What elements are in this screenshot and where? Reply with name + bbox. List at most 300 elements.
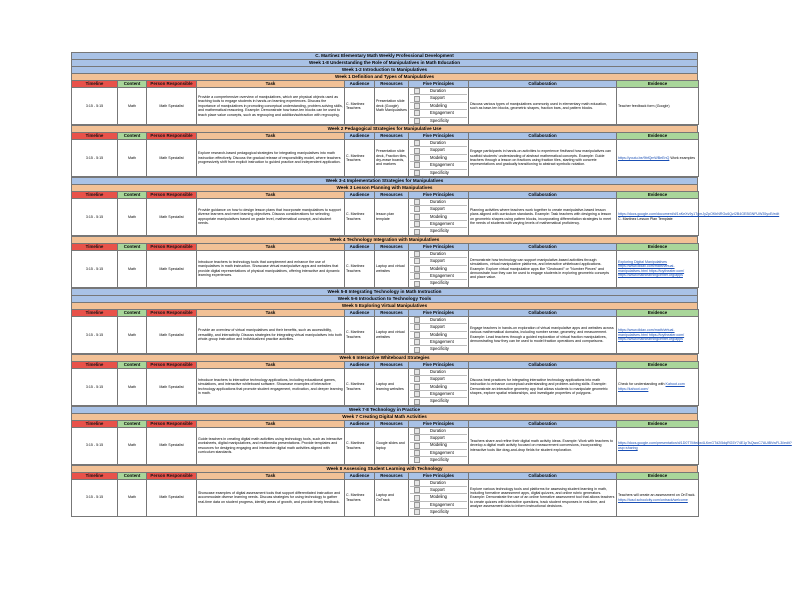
task-cell: Showcase examples of digital assessment tools that support differentiated instruction and accommodate diverse learning needs. Discuss strategies for using technology to gather real-time data on student progress, identify areas of growth, and provide timely feedback.: [197, 479, 345, 516]
principle-label: Engagement: [430, 221, 454, 227]
header-task: Task: [197, 81, 345, 88]
header-audience: Audience: [345, 81, 375, 88]
header-person: Person Responsible: [147, 309, 197, 316]
five-principles-cell: [409, 250, 469, 287]
header-five-principles: Five Principles: [409, 243, 469, 250]
evidence-text: Work examples: [669, 155, 696, 160]
principle-label: Specificity: [430, 117, 449, 123]
week-headings: [71, 465, 698, 472]
header-timeline: Timeline: [72, 309, 118, 316]
week-heading: Week 7-8 Technology in Practice: [71, 406, 698, 413]
week-row: [72, 316, 699, 353]
week-headings: [71, 354, 698, 361]
collaboration-cell: Engage participants in hands-on activities to experience firsthand how manipulatives can scaffold students' understanding of abstract mathematical concepts. Example: Guide teachers through a lesson on fractions using fraction tiles, starting with concrete representations and gradually transitioning to abstract symbolic notation.: [469, 139, 617, 176]
principle-checkbox[interactable]: [414, 435, 420, 441]
header-evidence: Evidence: [617, 309, 699, 316]
principle-checkbox[interactable]: [414, 258, 420, 264]
principle-checkbox[interactable]: [414, 221, 420, 227]
header-five-principles: Five Principles: [409, 420, 469, 427]
week-table: [71, 361, 699, 406]
week-row: [72, 479, 699, 516]
header-evidence: Evidence: [617, 81, 699, 88]
principle-label: Engagement: [430, 162, 454, 168]
audience-cell: C. Martinez Teachers: [345, 368, 375, 405]
principle-row: [410, 88, 467, 95]
five-principles-cell: [409, 479, 469, 516]
five-principles-cell: [409, 198, 469, 235]
header-resources: Resources: [375, 191, 409, 198]
header-task: Task: [197, 361, 345, 368]
principle-label: Duration: [430, 316, 446, 322]
principle-row: [410, 155, 467, 162]
week-heading: Week 7 Creating Digital Math Activities: [71, 413, 698, 420]
evidence-link[interactable]: https://www.didax.com/math/virtual-manipulatives.html https://toytheater.com/ https://www.mathlearningcenter.org/apps: [618, 328, 685, 341]
header-five-principles: Five Principles: [409, 472, 469, 479]
header-collaboration: Collaboration: [469, 191, 617, 198]
principle-row: [410, 147, 467, 154]
header-collaboration: Collaboration: [469, 472, 617, 479]
audience-cell: C. Martinez Teachers: [345, 316, 375, 353]
five-principles-cell: [409, 427, 469, 464]
resources-cell: Laptop and virtual websites: [375, 316, 409, 353]
principle-checkbox[interactable]: [414, 443, 420, 449]
header-collaboration: Collaboration: [469, 309, 617, 316]
principle-row: [410, 339, 467, 346]
resources-cell: Presentation slide deck, Fraction tiles, dry-erase boards, and markers: [375, 139, 409, 176]
principle-checkbox[interactable]: [414, 206, 420, 212]
content-cell: Math: [118, 479, 147, 516]
evidence-cell: [617, 368, 699, 405]
task-cell: Guide teachers in creating digital math activities using technology tools, such as interactive worksheets, digital manipulatives, and multimedia presentations. Provide templates and resources for designing engaging and interactive digital math activities aligned with curriculum standards.: [197, 427, 345, 464]
principle-checkbox[interactable]: [414, 487, 420, 493]
principle-checkbox[interactable]: [414, 495, 420, 501]
person-cell: Math Specialist: [147, 139, 197, 176]
collaboration-cell: Explore various technology tools and platforms for assessing student learning in math, including formative assessment apps, digital quizzes, and online rubric generators. Example: Demonstrate the use of an online formative assessment tool that allows teachers to create quizzes with interactive questions, track student responses in real-time, and analyze assessment data to inform instructional decisions.: [469, 479, 617, 516]
week-heading: Week 1 Definition and Types of Manipulatives: [71, 73, 698, 80]
principle-checkbox[interactable]: [414, 214, 420, 220]
principle-label: Specificity: [430, 346, 449, 352]
principle-label: Engagement: [430, 338, 454, 344]
principle-checkbox[interactable]: [414, 273, 420, 279]
task-cell: Explore research-based pedagogical strategies for integrating manipulatives into math instruction effectively. Discuss the gradual release of responsibility model, where teachers progressively shift from explicit instruction to guided practice and independent application.: [197, 139, 345, 176]
evidence-cell: [617, 479, 699, 516]
content-cell: Math: [118, 198, 147, 235]
week-row: [72, 198, 699, 235]
content-cell: Math: [118, 88, 147, 125]
principle-label: Duration: [430, 87, 446, 93]
principle-label: Modeling: [430, 442, 447, 448]
principle-row: [410, 170, 467, 176]
principle-label: Engagement: [430, 501, 454, 507]
principle-checkbox[interactable]: [414, 103, 420, 109]
person-cell: Math Specialist: [147, 198, 197, 235]
principle-row: [410, 103, 467, 110]
week-table: [71, 309, 699, 354]
principle-label: Support: [430, 147, 445, 153]
header-task: Task: [197, 472, 345, 479]
header-task: Task: [197, 243, 345, 250]
header-resources: Resources: [375, 420, 409, 427]
principle-checkbox[interactable]: [414, 96, 420, 102]
evidence-cell: [617, 427, 792, 464]
principle-checkbox[interactable]: [414, 339, 420, 345]
principle-checkbox[interactable]: [414, 384, 420, 390]
principle-checkbox[interactable]: [414, 162, 420, 168]
week-heading: Week 5-8 Integrating Technology in Math Instruction: [71, 288, 698, 295]
principle-checkbox[interactable]: [414, 369, 420, 375]
week-row: [72, 250, 699, 287]
principle-label: Modeling: [430, 102, 447, 108]
week-headings: [71, 406, 698, 420]
audience-cell: C. Martinez Teachers: [345, 88, 375, 125]
week-heading: Week 5 Exploring Virtual Manipulatives: [71, 302, 698, 309]
header-five-principles: Five Principles: [409, 361, 469, 368]
header-content: Content: [118, 243, 147, 250]
timeline-cell: 3:15 - 5:15: [72, 198, 118, 235]
principle-row: [410, 428, 467, 435]
sheet-title: C. Martinez Elementary Math Weekly Professional Development: [71, 52, 698, 59]
principle-checkbox[interactable]: [414, 88, 420, 94]
principle-checkbox[interactable]: [414, 347, 420, 353]
person-cell: Math Specialist: [147, 368, 197, 405]
week-table: [71, 80, 699, 125]
content-cell: Math: [118, 368, 147, 405]
week-heading: Week 1-2 Introduction to Manipulatives: [71, 66, 698, 73]
principle-checkbox[interactable]: [414, 266, 420, 272]
principle-checkbox[interactable]: [414, 155, 420, 161]
header-task: Task: [197, 132, 345, 139]
principle-row: [410, 487, 467, 494]
person-cell: Math Specialist: [147, 88, 197, 125]
principle-label: Duration: [430, 368, 446, 374]
evidence-link[interactable]: https://youtu.be/9bfQmWBeEnQ: [618, 155, 670, 160]
principle-row: [410, 228, 467, 234]
audience-cell: C. Martinez Teachers: [345, 139, 375, 176]
header-content: Content: [118, 309, 147, 316]
principle-label: Support: [430, 324, 445, 330]
collaboration-cell: Discuss various types of manipulatives commonly used in elementary math education, such as base-ten blocks, geometric shapes, fraction bars, and pattern blocks.: [469, 88, 617, 125]
evidence-link[interactable]: Kahoot.com https://kahoot.com/: [618, 382, 685, 391]
header-task: Task: [197, 309, 345, 316]
principle-checkbox[interactable]: [414, 170, 420, 176]
principle-label: Engagement: [430, 390, 454, 396]
column-headers: [72, 309, 699, 316]
principle-label: Duration: [430, 427, 446, 433]
principle-row: [410, 324, 467, 331]
column-headers: [72, 420, 699, 427]
header-timeline: Timeline: [72, 81, 118, 88]
principle-row: [410, 398, 467, 404]
audience-cell: C. Martinez Teachers: [345, 479, 375, 516]
principle-checkbox[interactable]: [414, 457, 420, 463]
collaboration-cell: Planning activities where teachers work together to create manipulative-based lesson plans aligned with curriculum standards. Example: Task teachers with designing a lesson on geometric shapes using pattern blocks, incorporating differentiation strategies to meet the needs of students with varying levels of mathematical proficiency.: [469, 198, 617, 235]
principle-label: Modeling: [430, 265, 447, 271]
collaboration-cell: Discuss best practices for integrating interactive technology applications into math instruction to enhance conceptual understanding and problem-solving skills. Example: Demonstrate an interactive geometry app that allows students to manipulate geometric shapes, explore spatial relationships, and investigate properties of polygons.: [469, 368, 617, 405]
header-content: Content: [118, 191, 147, 198]
principle-checkbox[interactable]: [414, 399, 420, 405]
header-evidence: Evidence: [617, 420, 699, 427]
five-principles-cell: [409, 88, 469, 125]
principle-row: [410, 435, 467, 442]
week-headings: [71, 177, 698, 191]
principle-checkbox[interactable]: [414, 229, 420, 235]
header-person: Person Responsible: [147, 81, 197, 88]
header-person: Person Responsible: [147, 132, 197, 139]
person-cell: Math Specialist: [147, 250, 197, 287]
header-timeline: Timeline: [72, 191, 118, 198]
principle-row: [410, 317, 467, 324]
principle-label: Modeling: [430, 213, 447, 219]
principle-row: [410, 509, 467, 515]
resources-cell: Laptop and learning websites: [375, 368, 409, 405]
principle-row: [410, 346, 467, 352]
principle-row: [410, 95, 467, 102]
header-resources: Resources: [375, 81, 409, 88]
principle-label: Specificity: [430, 228, 449, 234]
header-resources: Resources: [375, 309, 409, 316]
principle-row: [410, 502, 467, 509]
person-cell: Math Specialist: [147, 479, 197, 516]
header-audience: Audience: [345, 132, 375, 139]
header-audience: Audience: [345, 361, 375, 368]
principle-checkbox[interactable]: [414, 480, 420, 486]
evidence-cell: [617, 250, 699, 287]
header-timeline: Timeline: [72, 420, 118, 427]
content-cell: Math: [118, 316, 147, 353]
header-five-principles: Five Principles: [409, 191, 469, 198]
principle-row: [410, 450, 467, 457]
principle-label: Support: [430, 435, 445, 441]
principle-row: [410, 221, 467, 228]
week-table: [71, 191, 780, 236]
header-content: Content: [118, 420, 147, 427]
principle-label: Support: [430, 376, 445, 382]
header-evidence: Evidence: [617, 191, 699, 198]
principle-row: [410, 251, 467, 258]
person-cell: Math Specialist: [147, 316, 197, 353]
principle-checkbox[interactable]: [414, 376, 420, 382]
header-resources: Resources: [375, 361, 409, 368]
audience-cell: C. Martinez Teachers: [345, 250, 375, 287]
week-heading: Week 5-6 Introduction to Technology Tools: [71, 295, 698, 302]
principle-row: [410, 273, 467, 280]
principle-row: [410, 376, 467, 383]
header-five-principles: Five Principles: [409, 132, 469, 139]
week-table: [71, 420, 792, 465]
principle-checkbox[interactable]: [414, 332, 420, 338]
evidence-link[interactable]: https://tusd.schoolcity.com/ontrack/welcome: [618, 497, 688, 502]
header-timeline: Timeline: [72, 132, 118, 139]
week-heading: Week 3 Lesson Planning with Manipulatives: [71, 184, 698, 191]
task-cell: Provide an overview of virtual manipulatives and their benefits, such as accessibility, versatility, and interactivity. Discuss strategies for integrating virtual manipulatives into both whole-group instruction and individualized practice activities.: [197, 316, 345, 353]
column-headers: [72, 191, 699, 198]
principle-checkbox[interactable]: [414, 317, 420, 323]
week-headings: [71, 66, 698, 80]
principle-row: [410, 118, 467, 124]
header-audience: Audience: [345, 472, 375, 479]
timeline-cell: 3:15 - 5:15: [72, 139, 118, 176]
principle-row: [410, 206, 467, 213]
header-timeline: Timeline: [72, 472, 118, 479]
evidence-link[interactable]: https://docs.google.com/presentation/d/1D0T7iMe8w4LKmGTd2i5dqRG5Y74E1pTsQwoC7AUiBVwFL3i/edit?usp=sharing: [618, 441, 792, 450]
principle-label: Duration: [430, 139, 446, 145]
principle-label: Modeling: [430, 494, 447, 500]
resources-cell: Google slides and laptop: [375, 427, 409, 464]
principle-row: [410, 162, 467, 169]
evidence-text: Check for understanding with: [618, 382, 666, 387]
week-row: [72, 427, 699, 464]
principle-row: [410, 480, 467, 487]
timeline-cell: 3:15 - 5:15: [72, 88, 118, 125]
principle-label: Specificity: [430, 457, 449, 463]
header-resources: Resources: [375, 132, 409, 139]
header-collaboration: Collaboration: [469, 81, 617, 88]
principle-label: Engagement: [430, 110, 454, 116]
principle-label: Support: [430, 258, 445, 264]
sheet-subtitle: Week 1-8 Understanding the Role of Manipulatives in Math Education: [71, 59, 698, 66]
principle-row: [410, 384, 467, 391]
content-cell: Math: [118, 139, 147, 176]
header-person: Person Responsible: [147, 472, 197, 479]
principle-row: [410, 199, 467, 206]
resources-cell: Laptop and OnTrack: [375, 479, 409, 516]
timeline-cell: 3:15 - 5:15: [72, 250, 118, 287]
principle-row: [410, 110, 467, 117]
principle-checkbox[interactable]: [414, 509, 420, 515]
evidence-link[interactable]: https://docs.google.com/document/d/1nKeXv9y1TgmJyZpOKbNRGu6QzI2B4GEBGNFUW35ycE/edit: [618, 212, 780, 217]
column-headers: [72, 132, 699, 139]
principle-label: Duration: [430, 479, 446, 485]
header-content: Content: [118, 472, 147, 479]
header-audience: Audience: [345, 420, 375, 427]
principle-row: [410, 332, 467, 339]
week-row: [72, 139, 699, 176]
header-person: Person Responsible: [147, 361, 197, 368]
header-collaboration: Collaboration: [469, 420, 617, 427]
timeline-cell: 3:15 - 5:15: [72, 427, 118, 464]
principle-checkbox[interactable]: [414, 140, 420, 146]
week-heading: Week 4 Technology Integration with Manipulatives: [71, 236, 698, 243]
principle-label: Specificity: [430, 398, 449, 404]
five-principles-cell: [409, 139, 469, 176]
header-person: Person Responsible: [147, 191, 197, 198]
week-headings: [71, 288, 698, 309]
header-evidence: Evidence: [617, 243, 699, 250]
resources-cell: lesson plan template: [375, 198, 409, 235]
principle-label: Specificity: [430, 509, 449, 515]
principle-row: [410, 280, 467, 286]
principle-checkbox[interactable]: [414, 251, 420, 257]
header-audience: Audience: [345, 243, 375, 250]
task-cell: Provide a comprehensive overview of manipulatives, which are physical objects used as teaching tools to engage students in hands-on learning experiences. Discuss the importance of manipulatives in promoting conceptual understanding, problem-solving skills, and mathematical reasoning. Example: Demonstrate how base-ten blocks can be used to teach place value concepts, such as regrouping and addition/subtraction with regrouping.: [197, 88, 345, 125]
principle-checkbox[interactable]: [414, 281, 420, 287]
header-content: Content: [118, 361, 147, 368]
collaboration-cell: Demonstrate how technology can support manipulative-based activities through simulations, virtual manipulative platforms, and interactive whiteboard applications. Example: Explore virtual manipulative apps like "Geoboard" or "Number Pieces" and demonstrate how they can be used to engage students in exploring geometric concepts and place value.: [469, 250, 617, 287]
week-headings: [71, 236, 698, 243]
principle-label: Support: [430, 487, 445, 493]
evidence-text: Teachers will create an assessment on OnTrack.: [618, 493, 696, 498]
header-collaboration: Collaboration: [469, 243, 617, 250]
week-row: [72, 88, 699, 125]
evidence-text: C. Martinez Lesson Plan Template: [618, 216, 673, 221]
principle-checkbox[interactable]: [414, 199, 420, 205]
task-cell: Introduce teachers to technology tools that complement and enhance the use of manipulatives in math instruction. Showcase virtual manipulative apps and websites that provide digital representations of physical manipulatives, offering interactive and dynamic learning experiences.: [197, 250, 345, 287]
header-task: Task: [197, 191, 345, 198]
week-heading: Week 6 Interactive Whiteboard Strategies: [71, 354, 698, 361]
evidence-cell: [617, 88, 699, 125]
principle-checkbox[interactable]: [414, 450, 420, 456]
collaboration-cell: Engage teachers in hands-on exploration of virtual manipulative apps and websites across various mathematical domains, including number sense, geometry, and measurement. Example: Lead teachers through a guided exploration of virtual fraction manipulatives, demonstrating how they can be used to model fraction operations and comparisons.: [469, 316, 617, 353]
person-cell: Math Specialist: [147, 427, 197, 464]
principle-checkbox[interactable]: [414, 428, 420, 434]
principle-label: Engagement: [430, 273, 454, 279]
principle-row: [410, 140, 467, 147]
header-collaboration: Collaboration: [469, 361, 617, 368]
principle-row: [410, 258, 467, 265]
evidence-cell: [617, 198, 780, 235]
principle-row: [410, 369, 467, 376]
audience-cell: C. Martinez Teachers: [345, 427, 375, 464]
header-person: Person Responsible: [147, 243, 197, 250]
five-principles-cell: [409, 368, 469, 405]
week-row: [72, 368, 699, 405]
principle-checkbox[interactable]: [414, 110, 420, 116]
principle-label: Modeling: [430, 154, 447, 160]
evidence-cell: [617, 139, 699, 176]
header-resources: Resources: [375, 243, 409, 250]
principle-checkbox[interactable]: [414, 502, 420, 508]
principle-checkbox[interactable]: [414, 118, 420, 124]
header-content: Content: [118, 132, 147, 139]
principle-label: Modeling: [430, 331, 447, 337]
week-heading: Week 3-4 Implementation Strategies for Manipulatives: [71, 177, 698, 184]
principle-label: Specificity: [430, 280, 449, 286]
content-cell: Math: [118, 427, 147, 464]
principle-label: Duration: [430, 250, 446, 256]
header-five-principles: Five Principles: [409, 81, 469, 88]
header-audience: Audience: [345, 309, 375, 316]
principle-checkbox[interactable]: [414, 391, 420, 397]
resources-cell: Laptop and virtual websites: [375, 250, 409, 287]
principle-label: Modeling: [430, 383, 447, 389]
principle-checkbox[interactable]: [414, 324, 420, 330]
header-task: Task: [197, 420, 345, 427]
header-evidence: Evidence: [617, 472, 699, 479]
principle-row: [410, 391, 467, 398]
header-audience: Audience: [345, 191, 375, 198]
timeline-cell: 3:15 - 5:15: [72, 479, 118, 516]
header-five-principles: Five Principles: [409, 309, 469, 316]
audience-cell: C. Martinez Teachers: [345, 198, 375, 235]
column-headers: [72, 361, 699, 368]
header-timeline: Timeline: [72, 243, 118, 250]
header-person: Person Responsible: [147, 420, 197, 427]
timeline-cell: 3:15 - 5:15: [72, 368, 118, 405]
evidence-link[interactable]: Exploring Digital Manipulatives https://www.didax.com/math/virtual-manipulatives.html https://toytheater.com/ https://www.mathlearningcenter.org/apps: [618, 260, 685, 278]
week-headings: [71, 125, 698, 132]
principle-checkbox[interactable]: [414, 148, 420, 154]
week-table: [71, 132, 699, 177]
evidence-cell: [617, 316, 699, 353]
principle-label: Duration: [430, 198, 446, 204]
principle-row: [410, 443, 467, 450]
week-heading: Week 2 Pedagogical Strategies for Manipulative Use: [71, 125, 698, 132]
task-cell: Introduce teachers to interactive technology applications, including educational games, simulations, and interactive whiteboard software. Showcase examples of interactive technology applications that promote student engagement, motivation, and deeper learning in math.: [197, 368, 345, 405]
principle-row: [410, 494, 467, 501]
task-cell: Provide guidance on how to design lesson plans that incorporate manipulatives to support diverse learners and meet learning objectives. Discuss considerations for selecting appropriate manipulatives based on grade level, mathematical concept, and student needs.: [197, 198, 345, 235]
header-evidence: Evidence: [617, 361, 699, 368]
principle-row: [410, 266, 467, 273]
